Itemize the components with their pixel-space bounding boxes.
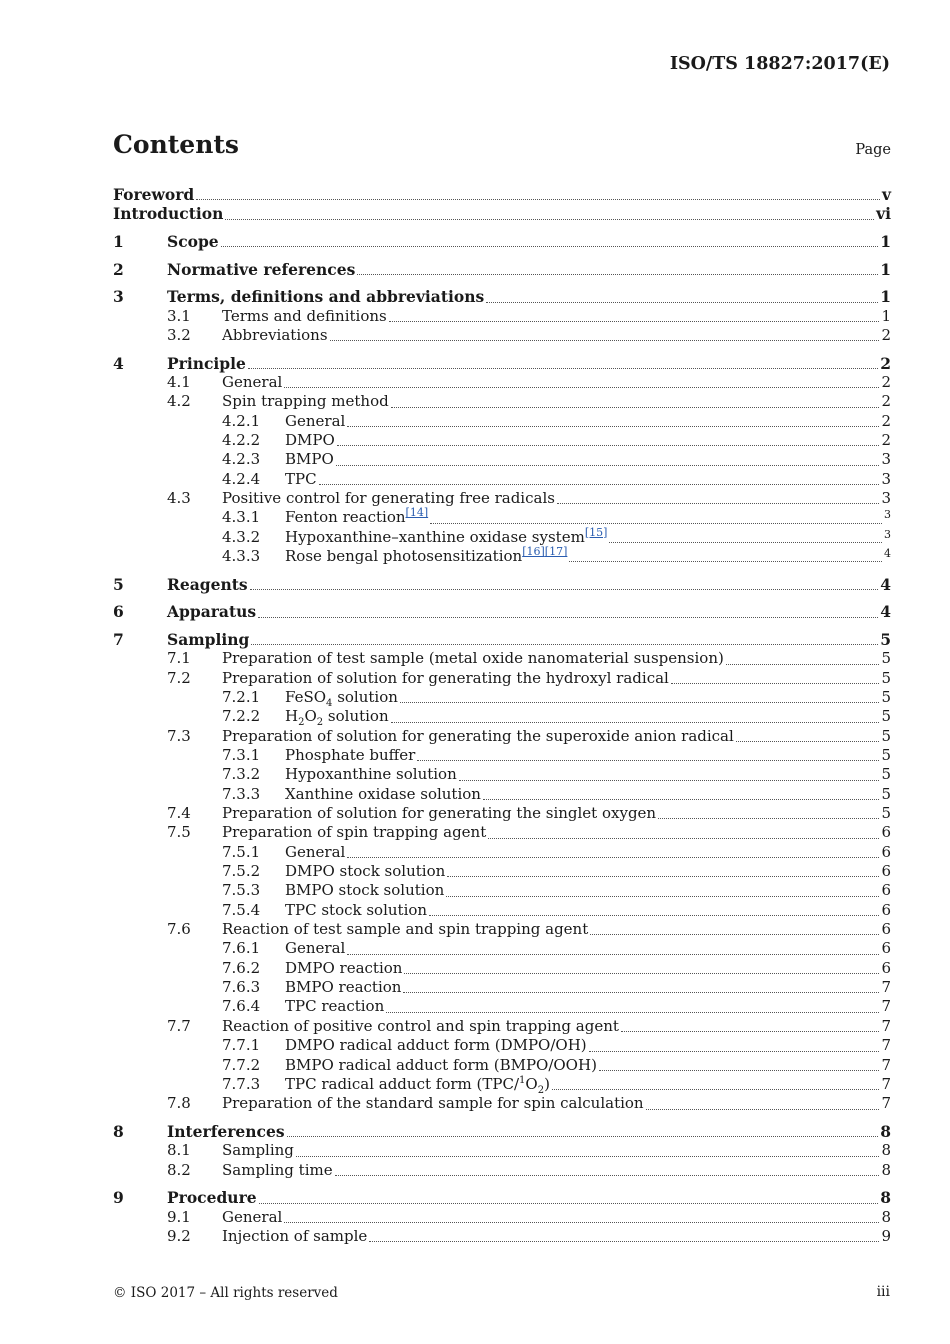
dot-leader xyxy=(609,530,882,543)
toc-entry[interactable] xyxy=(113,547,891,566)
toc-entry-number: 9.2 xyxy=(167,1226,191,1245)
dot-leader xyxy=(296,1144,880,1157)
toc-entry[interactable] xyxy=(113,823,891,842)
toc-entry-title: Spin trapping method xyxy=(222,392,389,411)
toc-entry-page: 1 xyxy=(880,287,891,307)
toc-entry[interactable] xyxy=(113,1017,891,1036)
toc-entry-page: 6 xyxy=(881,823,891,842)
toc-entry[interactable] xyxy=(113,185,891,204)
toc-entry[interactable] xyxy=(113,785,891,804)
toc-entry-number: 8 xyxy=(113,1121,124,1141)
toc-entry-page: 7 xyxy=(881,1055,891,1074)
toc-entry-number: 7.7 xyxy=(167,1016,191,1035)
toc-entry-title: Phosphate buffer xyxy=(285,746,416,765)
toc-entry-title: Procedure xyxy=(167,1188,257,1208)
toc-entry-title: DMPO stock solution xyxy=(285,862,446,881)
toc-entry-number: 7 xyxy=(113,629,124,649)
dot-leader xyxy=(335,1163,880,1176)
dot-leader xyxy=(391,710,880,723)
toc-entry-title: General xyxy=(285,939,346,958)
toc-entry-number: 3.1 xyxy=(167,306,191,325)
toc-entry[interactable] xyxy=(113,1094,891,1113)
toc-entry[interactable] xyxy=(113,508,891,527)
contents-heading: Contents xyxy=(113,130,240,159)
dot-leader xyxy=(447,864,879,877)
toc-entry[interactable] xyxy=(113,804,891,823)
toc-entry-title: TPC stock solution xyxy=(285,900,428,919)
dot-leader xyxy=(483,787,880,800)
toc-entry-number: 7.6.3 xyxy=(222,978,261,997)
dot-leader xyxy=(671,671,880,684)
toc-entry[interactable] xyxy=(113,412,891,431)
toc-entry-title: TPC radical adduct form $(TPC/^1O_2)$ xyxy=(285,1074,550,1096)
dot-leader xyxy=(330,328,880,341)
toc-entry-page: 7 xyxy=(881,1036,891,1055)
toc-entry[interactable] xyxy=(113,470,891,489)
copyright-notice: © ISO 2017 – All rights reserved xyxy=(113,1285,338,1301)
dot-leader xyxy=(284,1210,879,1223)
toc-entry[interactable] xyxy=(113,287,891,306)
toc-entry[interactable] xyxy=(113,525,891,547)
dot-leader xyxy=(569,549,882,562)
toc-entry-title: Introduction xyxy=(113,204,224,224)
toc-entry-page: 2 xyxy=(881,430,891,449)
toc-entry-page: 5 xyxy=(881,765,891,784)
toc-entry-page: 4 xyxy=(884,547,891,561)
toc-entry-number: 8.2 xyxy=(167,1160,191,1179)
document-id: ISO/TS 18827:2017(E) xyxy=(669,54,890,74)
dot-leader xyxy=(225,207,874,220)
toc-entry-page: 4 xyxy=(880,602,891,622)
toc-entry[interactable] xyxy=(113,688,891,707)
toc-entry-number: 7.5.2 xyxy=(222,862,261,881)
toc-entry-title: DMPO xyxy=(285,430,335,449)
toc-entry-page: v xyxy=(881,185,891,204)
toc-entry-page: 6 xyxy=(881,862,891,881)
toc-entry-title: Preparation of solution for generating the singlet oxygen xyxy=(222,804,657,823)
toc-entry-title: Normative references xyxy=(167,259,356,279)
toc-entry-title: Reaction of test sample and spin trapping agent xyxy=(222,920,589,939)
toc-entry-number: 1 xyxy=(113,231,124,251)
toc-entry-number: 3.2 xyxy=(167,325,191,344)
toc-entry-page: 8 xyxy=(881,1160,891,1179)
toc-entry-number: 4.2 xyxy=(167,392,191,411)
toc-entry-page: 5 xyxy=(881,804,891,823)
toc-entry-number: 7.3.2 xyxy=(222,765,261,784)
toc-entry-title: Preparation of spin trapping agent xyxy=(222,823,487,842)
toc-entry-page: 5 xyxy=(881,687,891,706)
toc-entry-title: BMPO reaction xyxy=(285,978,402,997)
toc-entry-number: 9 xyxy=(113,1188,124,1208)
toc-entry-number: 7.8 xyxy=(167,1094,191,1113)
toc-entry-title: Sampling time xyxy=(222,1160,333,1179)
toc-entry-page: 1 xyxy=(881,306,891,325)
toc-entry-page: 8 xyxy=(881,1207,891,1226)
toc-entry-page: 3 xyxy=(884,527,891,541)
toc-entry-title: TPC reaction xyxy=(285,997,385,1016)
toc-entry[interactable] xyxy=(113,1208,891,1227)
toc-entry-page: 8 xyxy=(880,1188,891,1208)
toc-entry[interactable] xyxy=(113,1141,891,1160)
dot-leader xyxy=(486,290,878,303)
toc-entry[interactable] xyxy=(113,669,891,688)
toc-entry-title: Positive control for generating free radicals xyxy=(222,489,555,507)
toc-entry-number: 6 xyxy=(113,602,124,622)
toc-entry-page: 5 xyxy=(881,726,891,745)
toc-entry-number: 4.1 xyxy=(167,372,191,391)
toc-entry[interactable] xyxy=(113,862,891,881)
dot-leader xyxy=(400,690,880,703)
toc-entry-page: 7 xyxy=(881,1094,891,1113)
dot-leader xyxy=(389,309,880,322)
toc-entry-number: 4.3.3 xyxy=(222,547,261,566)
dot-leader xyxy=(347,845,879,858)
dot-leader xyxy=(658,806,879,819)
toc-entry[interactable] xyxy=(113,746,891,765)
toc-entry-title: Reagents xyxy=(167,574,248,594)
reference-link[interactable]: [16] xyxy=(522,545,545,559)
toc-entry[interactable] xyxy=(113,727,891,746)
toc-entry-page: 2 xyxy=(881,325,891,344)
page-column-label: Page xyxy=(855,142,891,158)
toc-entry-number: 4.2.1 xyxy=(222,411,261,430)
toc-entry-page: 5 xyxy=(881,707,891,726)
toc-entry[interactable] xyxy=(113,649,891,668)
toc-entry-title: Injection of sample xyxy=(222,1226,368,1245)
toc-entry-number: 7.3.1 xyxy=(222,746,261,765)
toc-entry-page: 9 xyxy=(881,1226,891,1245)
dot-leader xyxy=(319,472,880,485)
toc-entry-page: 7 xyxy=(881,978,891,997)
toc-entry[interactable] xyxy=(113,354,891,373)
toc-entry-title: DMPO radical adduct form (DMPO/OH) xyxy=(285,1036,587,1055)
toc-entry[interactable] xyxy=(113,1075,891,1094)
toc-entry-title: Reaction of positive control and spin trapping agent xyxy=(222,1016,619,1035)
dot-leader xyxy=(736,729,880,742)
toc-entry-page: 2 xyxy=(881,392,891,411)
toc-entry[interactable] xyxy=(113,1227,891,1246)
toc-entry[interactable] xyxy=(113,575,891,594)
toc-entry-number: 4.2.2 xyxy=(222,430,261,449)
dot-leader xyxy=(417,748,879,761)
dot-leader xyxy=(589,1039,880,1052)
toc-entry-number: 8.1 xyxy=(167,1141,191,1160)
toc-entry-title: FeSO$_4$ solution xyxy=(285,687,398,709)
dot-leader xyxy=(557,491,880,504)
toc-entry-title: Abbreviations xyxy=(222,325,328,344)
toc-entry-title: Preparation of solution for generating the hydroxyl radical xyxy=(222,668,669,687)
toc-entry-title: Xanthine oxidase solution xyxy=(285,784,481,803)
toc-entry[interactable] xyxy=(113,307,891,326)
toc-entry[interactable] xyxy=(113,920,891,939)
dot-leader xyxy=(404,961,879,974)
table-of-contents xyxy=(113,185,891,1246)
toc-entry-title: TPC xyxy=(285,469,317,488)
toc-entry[interactable] xyxy=(113,450,891,469)
dot-leader xyxy=(259,1191,879,1204)
toc-entry-number: 4 xyxy=(113,353,124,373)
toc-entry-number: 7.7.2 xyxy=(222,1055,261,1074)
dot-leader xyxy=(430,511,882,524)
page-number: iii xyxy=(876,1284,890,1300)
toc-entry-title: BMPO radical adduct form (BMPO/OOH) xyxy=(285,1055,597,1074)
toc-entry-page: 5 xyxy=(880,629,891,649)
toc-entry-page: 4 xyxy=(880,574,891,594)
toc-entry-title: Apparatus xyxy=(167,602,257,622)
dot-leader xyxy=(250,577,879,590)
toc-entry[interactable] xyxy=(113,1188,891,1207)
dot-leader xyxy=(552,1077,880,1090)
toc-entry[interactable] xyxy=(113,881,891,900)
toc-entry-number: 9.1 xyxy=(167,1207,191,1226)
dot-leader xyxy=(337,433,880,446)
toc-entry[interactable] xyxy=(113,959,891,978)
toc-entry-title: Terms and definitions xyxy=(222,306,387,325)
toc-entry-number: 7.6.1 xyxy=(222,939,261,958)
toc-entry-number: 4.2.3 xyxy=(222,450,261,469)
toc-entry-title: Interferences xyxy=(167,1121,285,1141)
toc-entry-title: Rose bengal photosensitization[16][17] xyxy=(285,545,568,566)
toc-entry-page: 6 xyxy=(881,900,891,919)
toc-entry[interactable] xyxy=(113,1122,891,1141)
toc-entry[interactable] xyxy=(113,1161,891,1180)
toc-entry-number: 7.7.3 xyxy=(222,1074,261,1093)
dot-leader xyxy=(446,884,879,897)
toc-entry-number: 7.5.4 xyxy=(222,900,261,919)
toc-entry-page: 7 xyxy=(881,1016,891,1035)
dot-leader xyxy=(590,922,879,935)
toc-entry-page: 2 xyxy=(880,353,891,373)
toc-entry-page: 8 xyxy=(880,1121,891,1141)
toc-entry[interactable] xyxy=(113,901,891,920)
dot-leader xyxy=(599,1058,880,1071)
toc-entry[interactable] xyxy=(113,707,891,729)
toc-entry-number: 7.5.3 xyxy=(222,881,261,900)
toc-entry[interactable] xyxy=(113,997,891,1016)
toc-entry[interactable] xyxy=(113,431,891,450)
dot-leader xyxy=(347,414,879,427)
toc-entry-page: 6 xyxy=(881,958,891,977)
toc-entry-title: Hypoxanthine solution xyxy=(285,765,457,784)
toc-entry[interactable] xyxy=(113,326,891,345)
toc-entry-title: Principle xyxy=(167,353,246,373)
toc-entry-number: 4.3 xyxy=(167,489,191,507)
dot-leader xyxy=(403,980,879,993)
dot-leader xyxy=(251,632,878,645)
toc-entry-number: 4.3.2 xyxy=(222,527,261,546)
toc-entry[interactable] xyxy=(113,939,891,958)
dot-leader xyxy=(336,453,880,466)
toc-entry-title: Preparation of test sample (metal oxide nanomaterial suspension) xyxy=(222,649,724,668)
dot-leader xyxy=(646,1097,880,1110)
dot-leader xyxy=(726,652,880,665)
toc-entry-page: 5 xyxy=(881,784,891,803)
toc-entry-title: BMPO stock solution xyxy=(285,881,445,900)
toc-entry-title: Terms, definitions and abbreviations xyxy=(167,287,485,307)
toc-entry-title: BMPO xyxy=(285,450,334,469)
toc-entry-page: 6 xyxy=(881,881,891,900)
toc-entry-page: 3 xyxy=(881,450,891,469)
toc-entry-page: 5 xyxy=(881,649,891,668)
toc-entry-title: Scope xyxy=(167,231,219,251)
dot-leader xyxy=(391,395,880,408)
toc-entry-title: $H_2O_2$ solution xyxy=(285,707,389,729)
toc-entry-number: 7.6 xyxy=(167,920,191,939)
dot-leader xyxy=(287,1124,879,1137)
dot-leader xyxy=(221,234,879,247)
toc-entry-number: 7.2.1 xyxy=(222,687,261,706)
toc-entry[interactable] xyxy=(113,978,891,997)
toc-entry-number: 7.6.4 xyxy=(222,997,261,1016)
toc-entry[interactable] xyxy=(113,373,891,392)
toc-entry-number: 7.1 xyxy=(167,649,191,668)
reference-link[interactable]: [15] xyxy=(584,525,608,539)
dot-leader xyxy=(357,262,878,275)
toc-entry[interactable] xyxy=(113,392,891,411)
reference-link[interactable]: [17] xyxy=(544,545,568,559)
toc-entry-title: Sampling xyxy=(222,1141,294,1160)
toc-entry-number: 7.2.2 xyxy=(222,707,261,726)
toc-entry[interactable] xyxy=(113,843,891,862)
toc-entry-number: 4.3.1 xyxy=(222,508,261,527)
toc-entry-number: 7.5.1 xyxy=(222,842,261,861)
toc-entry-page: 1 xyxy=(880,259,891,279)
toc-entry[interactable] xyxy=(113,1056,891,1075)
toc-entry[interactable] xyxy=(113,232,891,251)
toc-entry-number: 7.6.2 xyxy=(222,958,261,977)
toc-entry-page: 1 xyxy=(880,231,891,251)
toc-entry-title: General xyxy=(222,1207,283,1226)
toc-entry-title: General xyxy=(285,842,346,861)
toc-entry-number: 7.3.3 xyxy=(222,784,261,803)
toc-entry-page: 5 xyxy=(881,668,891,687)
dot-leader xyxy=(196,187,880,200)
toc-entry-page: 7 xyxy=(881,1074,891,1093)
toc-entry[interactable] xyxy=(113,260,891,279)
toc-entry-title: Sampling xyxy=(167,629,250,649)
reference-link[interactable]: [14] xyxy=(405,506,429,520)
toc-entry-title: Fenton reaction[14] xyxy=(285,506,429,527)
toc-entry[interactable] xyxy=(113,765,891,784)
toc-entry[interactable] xyxy=(113,630,891,649)
toc-entry-number: 7.2 xyxy=(167,668,191,687)
dot-leader xyxy=(258,605,878,618)
toc-entry-page: 2 xyxy=(881,372,891,391)
toc-entry-page: 6 xyxy=(881,842,891,861)
toc-entry-page: 7 xyxy=(881,997,891,1016)
toc-entry-title: Preparation of the standard sample for spin calculation xyxy=(222,1094,644,1113)
toc-entry-number: 7.5 xyxy=(167,823,191,842)
toc-entry-number: 5 xyxy=(113,574,124,594)
toc-entry-page: 3 xyxy=(884,508,891,522)
dot-leader xyxy=(429,903,879,916)
toc-entry[interactable] xyxy=(113,602,891,621)
toc-entry-page: 6 xyxy=(881,920,891,939)
toc-entry-title: General xyxy=(285,411,346,430)
toc-entry-page: 3 xyxy=(881,489,891,507)
toc-entry-number: 7.4 xyxy=(167,804,191,823)
dot-leader xyxy=(369,1229,879,1242)
toc-entry-number: 7.3 xyxy=(167,726,191,745)
toc-entry-page: vi xyxy=(876,204,891,224)
toc-entry-page: 3 xyxy=(881,469,891,488)
toc-entry-title: Preparation of solution for generating the superoxide anion radical xyxy=(222,726,734,745)
toc-entry-number: 2 xyxy=(113,259,124,279)
toc-entry-title: General xyxy=(222,372,283,391)
toc-entry[interactable] xyxy=(113,489,891,508)
toc-entry-number: 3 xyxy=(113,287,124,307)
dot-leader xyxy=(347,942,879,955)
toc-entry-title: DMPO reaction xyxy=(285,958,403,977)
toc-entry-page: 6 xyxy=(881,939,891,958)
toc-entry[interactable] xyxy=(113,204,891,223)
dot-leader xyxy=(488,826,879,839)
dot-leader xyxy=(621,1019,880,1032)
toc-entry-title: Foreword xyxy=(113,185,195,204)
toc-entry-page: 5 xyxy=(881,746,891,765)
toc-entry-number: 7.7.1 xyxy=(222,1036,261,1055)
dot-leader xyxy=(459,768,880,781)
dot-leader xyxy=(386,1000,879,1013)
toc-entry-page: 8 xyxy=(881,1141,891,1160)
dot-leader xyxy=(248,356,878,369)
dot-leader xyxy=(284,375,879,388)
toc-entry-page: 2 xyxy=(881,411,891,430)
toc-entry[interactable] xyxy=(113,1036,891,1055)
toc-entry-title: Hypoxanthine–xanthine oxidase system[15] xyxy=(285,525,608,546)
toc-entry-number: 4.2.4 xyxy=(222,469,261,488)
